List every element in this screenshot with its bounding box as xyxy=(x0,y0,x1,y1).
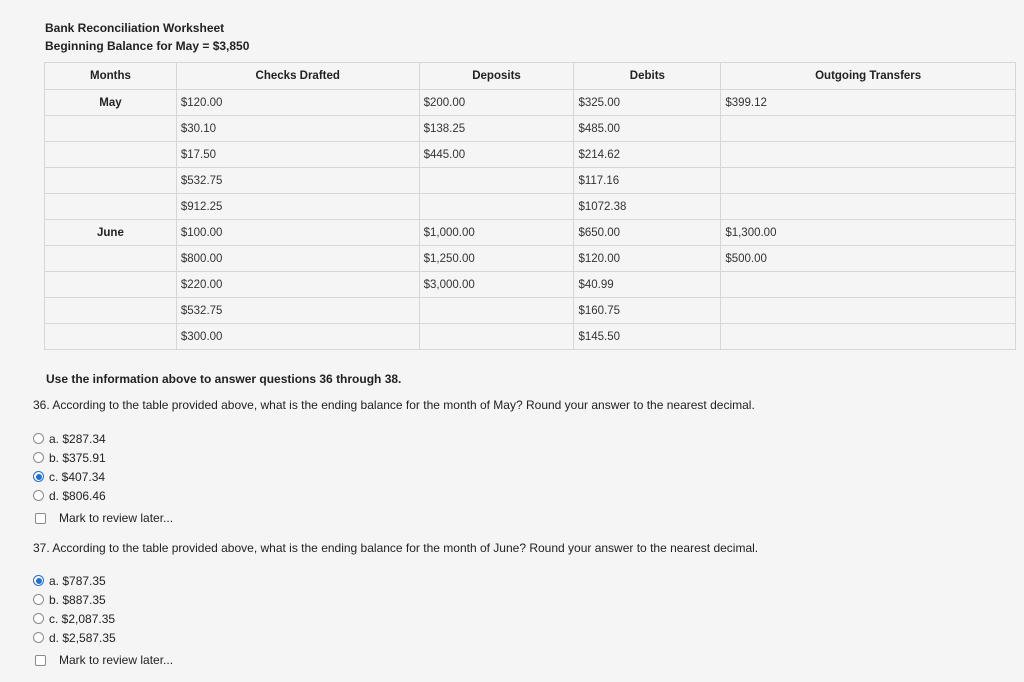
question-37-text: 37. According to the table provided above, what is the ending balance for the month of June? Round your answer to the nearest decimal. xyxy=(33,541,759,555)
radio-button[interactable] xyxy=(33,490,44,501)
cell-checks: $300.00 xyxy=(176,324,419,350)
q37-option-c[interactable] xyxy=(33,609,173,628)
cell-month: June xyxy=(45,220,177,246)
cell-transfers xyxy=(721,272,1016,298)
cell-deposits: $445.00 xyxy=(419,142,574,168)
table-row xyxy=(45,142,1016,168)
cell-deposits xyxy=(419,194,574,220)
cell-deposits: $1,000.00 xyxy=(419,220,574,246)
cell-month xyxy=(45,298,177,324)
cell-month xyxy=(45,324,177,350)
header-months: Months xyxy=(45,63,177,90)
instructions-text: Use the information above to answer questions 36 through 38. xyxy=(46,372,402,386)
option-label: d. $2,587.35 xyxy=(49,630,116,645)
cell-debits: $325.00 xyxy=(574,90,721,116)
cell-deposits: $1,250.00 xyxy=(419,246,574,272)
worksheet-header xyxy=(45,19,249,55)
q37-mark-review[interactable] xyxy=(33,649,173,671)
cell-checks: $800.00 xyxy=(176,246,419,272)
reconciliation-table xyxy=(44,62,1016,350)
cell-checks: $220.00 xyxy=(176,272,419,298)
question-36-text: 36. According to the table provided above, what is the ending balance for the month of May? Round your answer to the nearest decimal. xyxy=(33,398,755,412)
cell-deposits xyxy=(419,298,574,324)
cell-debits: $214.62 xyxy=(574,142,721,168)
table-row xyxy=(45,220,1016,246)
table-row xyxy=(45,168,1016,194)
header-deposits: Deposits xyxy=(419,63,574,90)
cell-deposits xyxy=(419,324,574,350)
cell-transfers xyxy=(721,116,1016,142)
option-label: d. $806.46 xyxy=(49,488,106,503)
cell-month xyxy=(45,168,177,194)
cell-checks: $30.10 xyxy=(176,116,419,142)
cell-deposits xyxy=(419,168,574,194)
q37-option-a[interactable] xyxy=(33,571,173,590)
q36-mark-review[interactable] xyxy=(33,507,173,529)
table-row xyxy=(45,90,1016,116)
cell-deposits: $3,000.00 xyxy=(419,272,574,298)
cell-transfers: $1,300.00 xyxy=(721,220,1016,246)
radio-button[interactable] xyxy=(33,452,44,463)
cell-checks: $912.25 xyxy=(176,194,419,220)
table-header-row xyxy=(45,63,1016,90)
cell-debits: $485.00 xyxy=(574,116,721,142)
q37-option-b[interactable] xyxy=(33,590,173,609)
review-label: Mark to review later... xyxy=(59,653,174,667)
worksheet-title: Bank Reconciliation Worksheet xyxy=(45,21,225,35)
q36-option-c[interactable] xyxy=(33,467,173,486)
cell-month xyxy=(45,116,177,142)
option-label: c. $2,087.35 xyxy=(49,611,116,626)
cell-debits: $650.00 xyxy=(574,220,721,246)
cell-deposits: $200.00 xyxy=(419,90,574,116)
q37-option-d[interactable] xyxy=(33,628,173,647)
cell-transfers xyxy=(721,298,1016,324)
cell-debits: $145.50 xyxy=(574,324,721,350)
cell-transfers xyxy=(721,142,1016,168)
cell-month xyxy=(45,272,177,298)
cell-transfers xyxy=(721,168,1016,194)
radio-button[interactable] xyxy=(33,632,44,643)
cell-checks: $532.75 xyxy=(176,168,419,194)
option-label: b. $887.35 xyxy=(49,592,106,607)
table-row xyxy=(45,272,1016,298)
table-row xyxy=(45,194,1016,220)
q36-option-a[interactable] xyxy=(33,429,173,448)
table-row xyxy=(45,116,1016,142)
table-row xyxy=(45,246,1016,272)
cell-transfers: $500.00 xyxy=(721,246,1016,272)
option-label: c. $407.34 xyxy=(49,469,106,484)
cell-deposits: $138.25 xyxy=(419,116,574,142)
option-label: b. $375.91 xyxy=(49,450,106,465)
review-checkbox[interactable] xyxy=(35,513,46,524)
cell-debits: $117.16 xyxy=(574,168,721,194)
table-row xyxy=(45,298,1016,324)
cell-checks: $532.75 xyxy=(176,298,419,324)
q36-option-b[interactable] xyxy=(33,448,173,467)
header-debits: Debits xyxy=(574,63,721,90)
radio-button-selected[interactable] xyxy=(33,471,44,482)
cell-checks: $120.00 xyxy=(176,90,419,116)
review-checkbox[interactable] xyxy=(35,655,46,666)
header-checks-drafted: Checks Drafted xyxy=(176,63,419,90)
cell-month: May xyxy=(45,90,177,116)
cell-month xyxy=(45,142,177,168)
cell-month xyxy=(45,194,177,220)
cell-transfers: $399.12 xyxy=(721,90,1016,116)
cell-debits: $160.75 xyxy=(574,298,721,324)
worksheet-subtitle: Beginning Balance for May = $3,850 xyxy=(45,39,250,53)
cell-debits: $120.00 xyxy=(574,246,721,272)
question-37-options xyxy=(33,571,173,671)
cell-month xyxy=(45,246,177,272)
cell-checks: $100.00 xyxy=(176,220,419,246)
q36-option-d[interactable] xyxy=(33,486,173,505)
cell-debits: $1072.38 xyxy=(574,194,721,220)
radio-button-selected[interactable] xyxy=(33,575,44,586)
table-row xyxy=(45,324,1016,350)
cell-transfers xyxy=(721,194,1016,220)
cell-debits: $40.99 xyxy=(574,272,721,298)
option-label: a. $287.34 xyxy=(49,431,106,446)
header-outgoing-transfers: Outgoing Transfers xyxy=(721,63,1016,90)
option-label: a. $787.35 xyxy=(49,573,106,588)
radio-button[interactable] xyxy=(33,594,44,605)
cell-checks: $17.50 xyxy=(176,142,419,168)
radio-button[interactable] xyxy=(33,433,44,444)
question-36-options xyxy=(33,429,173,529)
radio-button[interactable] xyxy=(33,613,44,624)
cell-transfers xyxy=(721,324,1016,350)
review-label: Mark to review later... xyxy=(59,511,174,525)
